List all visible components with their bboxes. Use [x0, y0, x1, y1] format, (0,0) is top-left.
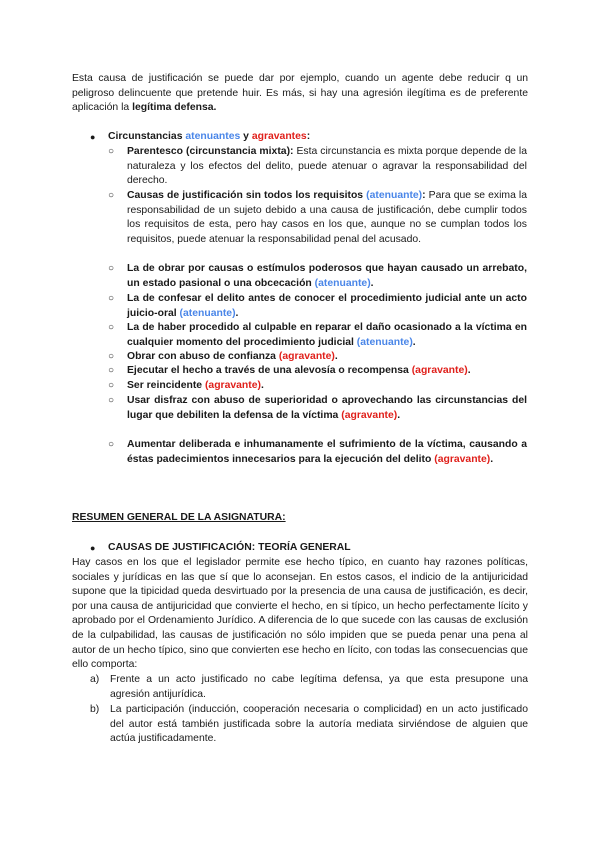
circunstancia-item-abuso-confianza: ○ Obrar con abuso de confianza (agravante).: [127, 350, 527, 365]
circunstancia-item-confesar: ○ La de confesar el delito antes de conocer el procedimiento judicial ante un acto juicio-oral (atenuante).: [108, 293, 527, 319]
resumen-heading: RESUMEN GENERAL DE LA ASIGNATURA:: [72, 512, 286, 523]
list-item-b: b) La participación (inducción, cooperación necesaria o complicidad) en un acto justificado del autor está también justificada sobre la autoría mediata sirviéndose de alguien que actúa justificadamente.: [90, 704, 528, 745]
list-item-a: a) Frente a un acto justificado no cabe legítima defensa, ya que esta presupone una agresión antijurídica.: [90, 674, 528, 700]
circle-bullet-icon: ○: [108, 439, 115, 450]
circle-bullet-icon: ○: [108, 365, 115, 376]
circunstancia-item-parentesco: ○ Parentesco (circunstancia mixta): Esta circunstancia es mixta porque depende de la naturaleza y los efectos del delito, puede atenuar o agravar la responsabilidad del derecho.: [108, 146, 527, 187]
intro-paragraph: Esta causa de justificación se puede dar por ejemplo, cuando un agente debe reducir q un peligroso delincuente que pretende huir. Es más, si hay una agresión ilegítima es de preferente aplicación la legítima defensa.: [72, 73, 528, 114]
circunstancia-item-sufrimiento: ○ Aumentar deliberada e inhumanamente el sufrimiento de la víctima, causando a éstas padecimientos innecesarios para la ejecución del delito (agravante).: [108, 439, 527, 465]
circle-bullet-icon: ○: [108, 263, 115, 274]
circle-bullet-icon: ○: [108, 293, 115, 304]
circle-bullet-icon: ○: [108, 380, 115, 391]
circunstancia-item-reparar-dano: ○ La de haber procedido al culpable en reparar el daño ocasionado a la víctima en cualquier momento del procedimiento judicial (atenuante).: [108, 322, 527, 348]
circunstancia-item-disfraz: ○ Usar disfraz con abuso de superioridad o aprovechando las circunstancias del lugar que debiliten la defensa de la víctima (agravante).: [108, 395, 527, 421]
resumen-paragraph: Hay casos en los que el legislador permite ese hecho típico, en cuanto hay razones políticas, sociales y jurídicas en las que sí que lo aconsejan. En estos casos, el indicio de la antijuricidad supone que la tipicidad queda desvirtuado por la presencia de una causa de justificación, es decir, por una causa de antijuricidad que convierte el hecho, en si típico, un hecho perfectamente lícito y aprobado por el Ordenamiento Jurídico. A diferencia de lo que sucede con las causas de exclusión de la culpabilidad, las causas de justificación no sólo impiden que se pueda penar una pena al autor de un hecho típico, sino que convierten ese hecho en lícito, con todas las consecuencias que ello comporta:: [72, 557, 528, 671]
document-page: Esta causa de justificación se puede dar por ejemplo, cuando un agente debe reducir q un peligroso delincuente que pretende huir. Es más, si hay una agresión ilegítima es de preferente aplicación la legítima defensa. ● Circunstancias atenuantes y agravantes: ○ Parentesco (circunstancia mixta): Esta circunstancia es mixta porque depende de la naturaleza y los efectos del delito, puede atenuar o agravar la responsabilidad del derecho. ○ Causas de justificación sin todos los requisitos (atenuante): Para que se exima la responsabilidad de un sujeto debido a una causa de justificación, debe cumplir todos los requisitos de esta, pero hay casos en los que, aunque no se cumplan todos los requisitos, puede atenuar la responsabilidad penal del acusado. ○ La de obrar por causas o estímulos poderosos que hayan causado un arrebato, un estado pasional o una obcecación (atenuante). ○ La de confesar el delito antes de conocer el procedimiento judicial ante un acto juicio-oral (atenuante). ○ La de haber procedido al culpable en reparar el daño ocasionado a la víctima en cualquier momento del procedimiento judicial (atenuante). ○ Obrar con abuso de confianza (agravante). ○ Ejecutar el hecho a través de una alevosía o recompensa (agravante). ○ Ser reincidente (agravante). ○ Usar disfraz con abuso de superioridad o aprovechando las circunstancias del lugar que debiliten la defensa de la víctima (agravante). ○ Aumentar deliberada e inhumanamente el sufrimiento de la víctima, causando a éstas padecimientos innecesarios para la ejecución del delito (agravante). RESUMEN GENERAL DE LA ASIGNATURA: ● CAUSAS DE JUSTIFICACIÓN: TEORÍA GENERAL Hay casos en los que el legislador permite ese hecho típico, en cuanto hay razones políticas, sociales y jurídicas en las que sí que lo aconsejan. En estos casos, el indicio de la antijuricidad supone que la tipicidad queda desvirtuado por la presencia de una causa de justificación, es decir, por una causa de antijuricidad que convierte el hecho, en si típico, un hecho perfectamente lícito y aprobado por el Ordenamiento Jurídico. A diferencia de lo que sucede con las causas de exclusión de la culpabilidad, las causas de justificación no sólo impiden que se pueda penar una pena al autor de un hecho típico, sino que convierten ese hecho en lícito, con todas las consecuencias que ello comporta: a) Frente a un acto justificado no cabe legítima defensa, ya que esta presupone una agresión antijurídica. b) La participación (inducción, cooperación necesaria o complicidad) en un acto justificado del autor está también justificada sobre la autoría mediata sirviéndose de alguien que actúa justificadamente.: [0, 0, 600, 848]
circunstancia-item-causas-justificacion: ○ Causas de justificación sin todos los requisitos (atenuante): Para que se exima la responsabilidad de un sujeto debido a una causa de justificación, debe cumplir todos los requisitos de esta, pero hay casos en los que, aunque no se cumplan todos los requisitos, puede atenuar la responsabilidad penal del acusado.: [108, 190, 527, 245]
circunstancia-item-reincidente: ○ Ser reincidente (agravante).: [127, 379, 527, 394]
bullet-dot-icon: ●: [90, 132, 96, 142]
circunstancia-item-alevosia: ○ Ejecutar el hecho a través de una alevosía o recompensa (agravante).: [127, 364, 527, 379]
legitima-defensa-bold: legítima defensa.: [132, 102, 217, 114]
circle-bullet-icon: ○: [108, 146, 115, 157]
bullet-dot-icon: ●: [90, 543, 96, 553]
circle-bullet-icon: ○: [108, 322, 115, 333]
circle-bullet-icon: ○: [108, 190, 115, 201]
circunstancia-item-arrebato: ○ La de obrar por causas o estímulos poderosos que hayan causado un arrebato, un estado pasional o una obcecación (atenuante).: [108, 263, 527, 289]
circle-bullet-icon: ○: [108, 351, 115, 362]
circle-bullet-icon: ○: [108, 395, 115, 406]
